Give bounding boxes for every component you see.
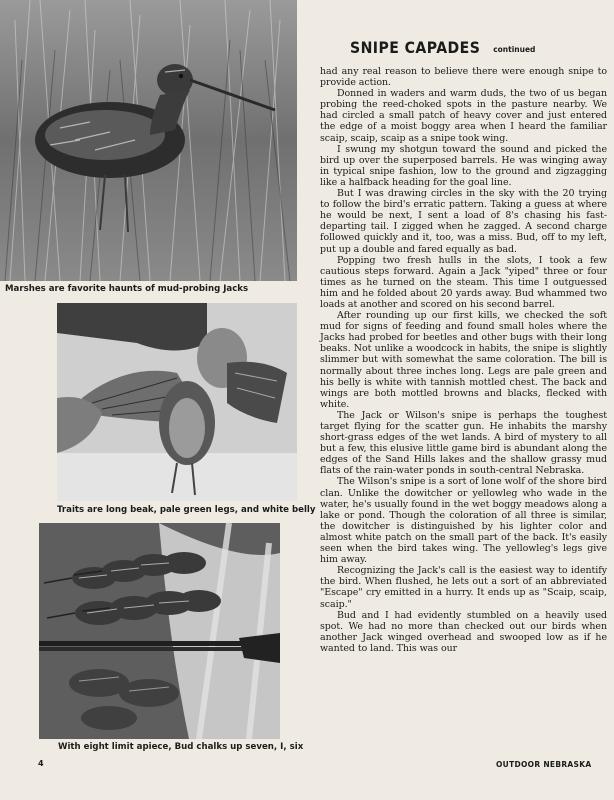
- article-body: [320, 66, 607, 654]
- photo-caption: Traits are long beak, pale green legs, and white belly: [57, 505, 316, 515]
- article-paragraph: The Jack or Wilson's snipe is perhaps the toughest target flying for the scatter gun. He inhabits the marshy short-grass edges of the wet lands. A bird of mystery to all but a few, this elusive little game bird is abundant along the edges of the Sand Hills lakes and the shallow grassy mud flats of the rain-water ponds in south-central Nebraska.: [320, 409, 607, 477]
- article-paragraph: Donned in waders and warm duds, the two of us began probing the reed-choked spots in the pasture nearby. We had circled a small patch of heavy cover and just entered the edge of a moist boggy area when I heard the familiar scaip, scaip, scaip as a snipe took wing.: [320, 88, 607, 144]
- article-paragraph: Recognizing the Jack's call is the easiest way to identify the bird. When flushed, he lets out a sort of an abbreviated "Escape" cry emitted in a hurry. It ends up as "Scaip, scaip, scaip.": [320, 565, 607, 610]
- article-paragraph: had any real reason to believe there were enough snipe to provide action.: [320, 66, 607, 89]
- article-paragraph: Bud and I had evidently stumbled on a heavily used spot. We had no more than checked out our birds when another Jack winged overhead and swooped low as if he wanted to land. This was our: [320, 609, 607, 654]
- photo-caption: With eight limit apiece, Bud chalks up seven, I, six: [58, 742, 304, 752]
- article-paragraph: But I was drawing circles in the sky with the 20 trying to follow the bird's erratic pattern. Taking a guess at where he would be next, I sent a load of 8's chasing his fast-departing tail. I zigged when he zagged. A second charge followed quickly and it, too, was a miss. Bud, off to my left, put up a double and fared equally as bad.: [320, 188, 607, 255]
- snipe-in-hands-photo: [57, 303, 297, 501]
- article-paragraph: Popping two fresh hulls in the slots, I took a few cautious steps forward. Again a Jack "yiped" three or four times as he turned on the steam. This time I outguessed him and he folded about 20 yards away. Bud whammed two loads at another and scored on his second barrel.: [320, 254, 607, 310]
- article-paragraph: The Wilson's snipe is a sort of lone wolf of the shore bird clan. Unlike the dowitcher or yellowleg who wade in the water, he's usually found in the wet boggy meadows along a lake or pond. Though the coloration of all three is similar, the dowitcher is distinguished by his lighter color and almost white patch on the small part of the back. It's easily seen when the bird takes wing. The yellowleg's legs give him away.: [320, 476, 607, 566]
- magazine-name: OUTDOOR NEBRASKA: [496, 760, 592, 769]
- article-paragraph: After rounding up our first kills, we checked the soft mud for signs of feeding and found small holes where the Jacks had probed for beetles and other bugs with their long beaks. Not unlike a woodcock in habits, the snipe is slightly slimmer but with somewhat the same coloration. The bill is normally about three inches long. Legs are pale green and his belly is white with tannish mottled chest. The back and wings are both mottled browns and blacks, flecked with white.: [320, 310, 607, 410]
- page-number: 4: [38, 759, 44, 768]
- article-title: SNIPE CAPADES: [350, 38, 481, 57]
- article-heading: [350, 38, 535, 57]
- article-paragraph: I swung my shotgun toward the sound and picked the bird up over the superposed barrels. He was winging away in typical snipe fashion, low to the ground and zigzagging like a halfback heading for the goal line.: [320, 143, 607, 188]
- birds-and-shotgun-photo: [39, 523, 280, 739]
- photo-caption: Marshes are favorite haunts of mud-probing Jacks: [5, 284, 249, 294]
- snipe-marsh-photo: [0, 0, 297, 281]
- continued-label: continued: [493, 45, 536, 54]
